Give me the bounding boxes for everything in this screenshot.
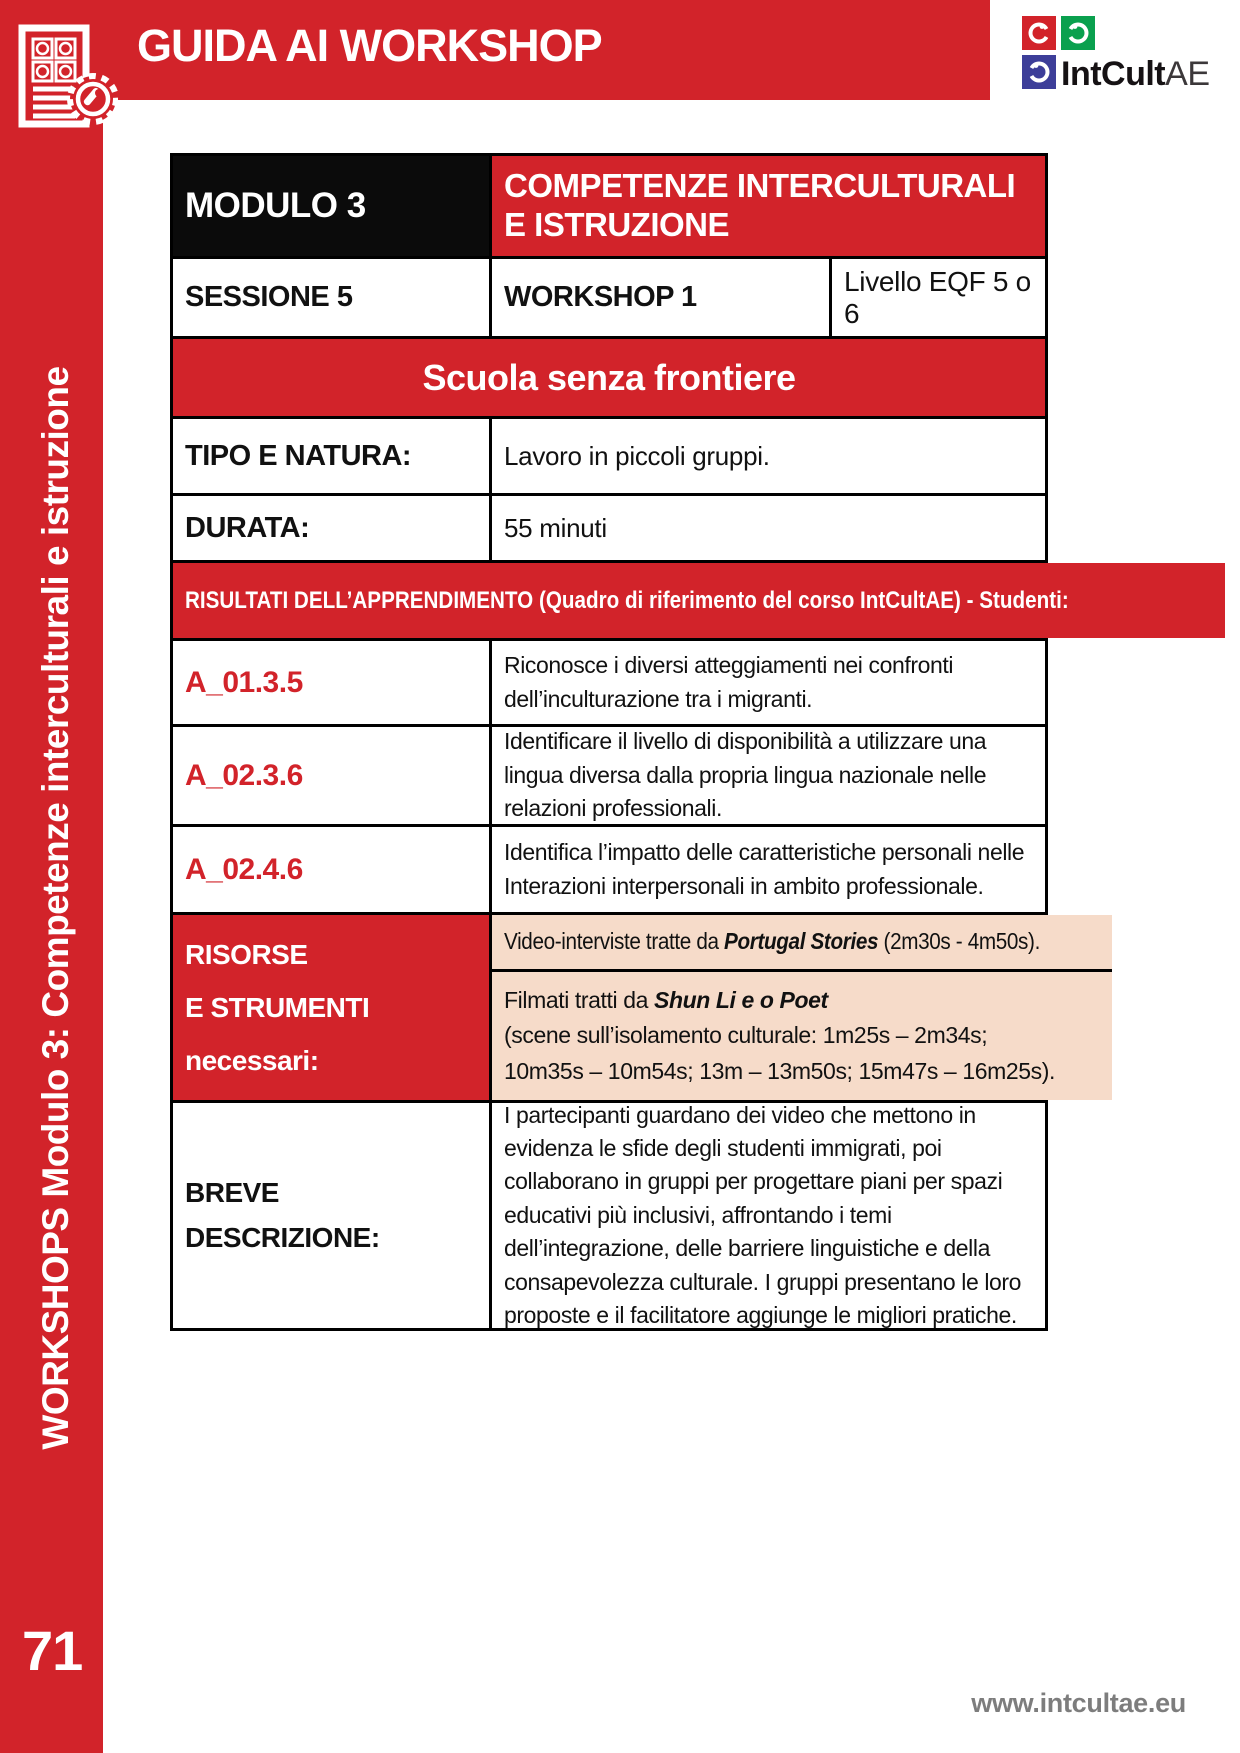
gear-icon xyxy=(70,76,116,122)
results-header-cell xyxy=(173,563,1225,638)
module-label: MODULO 3 xyxy=(185,186,366,225)
logo-face-red-icon xyxy=(1022,16,1056,50)
tipo-value-cell xyxy=(492,419,1045,493)
resource-video-suffix: (2m30s - 4m50s). xyxy=(878,928,1040,955)
resources-label-line: necessari: xyxy=(185,1045,319,1077)
website-link[interactable]: www.intcultae.eu xyxy=(971,1688,1186,1718)
resources-label-line: E STRUMENTI xyxy=(185,991,370,1023)
result-code-cell xyxy=(173,641,492,724)
document-gear-icon xyxy=(14,24,118,130)
resources-label-line: RISORSE xyxy=(185,938,308,970)
intcultae-logo xyxy=(1022,16,1222,92)
workshop-title-cell xyxy=(173,339,1045,416)
page-title: GUIDA AI WORKSHOP xyxy=(137,20,602,71)
result-text-cell xyxy=(492,641,1045,724)
description-text-cell xyxy=(492,1103,1045,1328)
result-text-cell xyxy=(492,827,1045,912)
table-row-tipo xyxy=(173,416,1045,493)
resource-film-line1 xyxy=(504,983,1100,1019)
logo-face-green-icon xyxy=(1061,16,1095,50)
table-row-session xyxy=(173,256,1045,336)
brand-name-light: AE xyxy=(1165,55,1210,93)
table-row-description xyxy=(173,1100,1045,1328)
module-title-line2: E ISTRUZIONE xyxy=(504,206,730,243)
table-row-result xyxy=(173,824,1045,912)
result-text: Identificare il livello di disponibilità a utilizzare una lingua diversa dalla propria lingua nazionale nelle relazioni professionali. xyxy=(504,728,987,822)
resource-film-line3: 10m35s – 10m54s; 13m – 13m50s; 15m47s – 16m25s). xyxy=(504,1057,1055,1084)
durata-label-cell xyxy=(173,496,492,560)
workshop-table xyxy=(170,153,1069,1331)
resource-film-title: Shun Li e o Poet xyxy=(654,986,828,1013)
result-text: Identifica l’impatto delle caratteristiche personali nelle Interazioni interpersonali in ambito professionale. xyxy=(504,839,1025,899)
resources-value-cells xyxy=(492,915,1112,1100)
table-row-resources xyxy=(173,912,1055,1100)
durata-label: DURATA: xyxy=(185,511,310,544)
result-text: Riconosce i diversi atteggiamenti nei confronti dell’inculturazione tra i migranti. xyxy=(504,652,954,712)
result-code: A_02.3.6 xyxy=(185,758,303,792)
resource-video-line xyxy=(504,925,1040,958)
brand-name xyxy=(1061,57,1210,91)
table-row-title-banner xyxy=(173,336,1045,416)
table-row-results-header xyxy=(173,560,1069,638)
description-label-line: DESCRIZIONE: xyxy=(185,1221,380,1253)
resource-film-cell xyxy=(492,969,1112,1100)
table-row-module xyxy=(173,156,1045,256)
workshop-cell xyxy=(492,259,832,336)
session-label: SESSIONE 5 xyxy=(185,281,353,313)
resource-film-prefix: Filmati tratti da xyxy=(504,986,655,1013)
tipo-label: TIPO E NATURA: xyxy=(185,439,412,472)
result-text-cell xyxy=(492,727,1045,824)
module-label-cell xyxy=(173,156,492,256)
result-code-cell xyxy=(173,727,492,824)
result-code-cell xyxy=(173,827,492,912)
workshop-title: Scuola senza frontiere xyxy=(422,356,796,398)
module-title-cell xyxy=(492,156,1045,256)
results-header: RISULTATI DELL’APPRENDIMENTO (Quadro di riferimento del corso IntCultAE) - Studenti: xyxy=(185,586,1069,614)
module-title-line1: COMPETENZE INTERCULTURALI xyxy=(504,167,1016,205)
table-row-result xyxy=(173,638,1045,724)
page-number: 71 xyxy=(22,1619,83,1682)
description-label-line: BREVE xyxy=(185,1176,279,1208)
resources-label-cell xyxy=(173,915,492,1100)
table-row-result xyxy=(173,724,1045,824)
tipo-value: Lavoro in piccoli gruppi. xyxy=(504,440,770,471)
description-text: I partecipanti guardano dei video che mettono in evidenza le sfide degli studenti immigrati, poi collaborano in gruppi per progettare piani per spazi educativi più inclusivi, affrontando i temi dell’integrazione, delle barriere linguistiche e della consapevolezza culturale. I gruppi presentano le loro proposte e il facilitatore aggiunge le migliori pratiche. xyxy=(504,1101,1022,1328)
durata-value-cell xyxy=(492,496,1045,560)
resource-video-prefix: Video-interviste tratte da xyxy=(504,928,725,955)
result-code: A_02.4.6 xyxy=(185,852,303,886)
session-cell xyxy=(173,259,492,336)
resource-video-title: Portugal Stories xyxy=(724,928,879,955)
brand-name-bold: IntCult xyxy=(1061,55,1166,93)
durata-value: 55 minuti xyxy=(504,512,607,543)
resource-video-cell xyxy=(492,915,1112,969)
resource-film-line2: (scene sull’isolamento culturale: 1m25s – 2m34s; xyxy=(504,1022,988,1049)
tipo-label-cell xyxy=(173,419,492,493)
logo-face-blue-icon xyxy=(1022,55,1056,89)
eqf-level: Livello EQF 5 o 6 xyxy=(844,265,1031,329)
sidebar-vertical-caption: WORKSHOPS Modulo 3: Competenze interculturali e istruzione xyxy=(35,366,76,1450)
description-label-cell xyxy=(173,1103,492,1328)
eqf-level-cell xyxy=(832,259,1045,336)
workshop-label: WORKSHOP 1 xyxy=(504,281,697,313)
result-code: A_01.3.5 xyxy=(185,665,303,699)
table-row-durata xyxy=(173,493,1045,560)
